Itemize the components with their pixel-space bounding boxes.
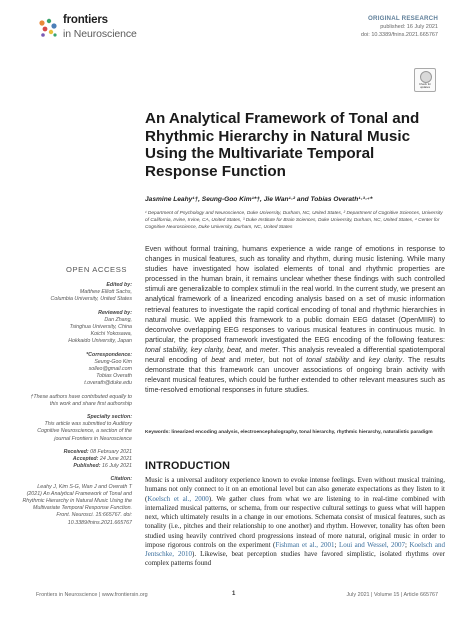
published-date: published: 16 July 2021 — [380, 24, 438, 30]
edited-by: Edited by: Matthew Elliott Sachs, Columbia University, United States — [50, 282, 132, 303]
introduction-body: Music is a universal auditory experience known to evoke intense feelings. Even without musical training, humans not only connect to it on an emotional level but can also generate expectations as they listen to it (Koelsch et al., 2000). We gather clues from what we are listening to in real-time combined with internalized musical patterns, or schema, from our respective cultural settings to guess what will happen next, which ultimately results in a change in our emotions. Schemata consist of musical features, such as tonality (i.e., pitches and their relationship to one another) and rhythm. However, tonality has often been studied using heavily contrived chord progressions instead of more natural, original music in order to impose rigorous controls on the experiment (Fishman et al., 2001; Loui and Wessel, 2007; Koelsch and Jentschke, 2010). Likewise, beat perception studies have favored simplistic, isolated rhythms over complex patterns found — [145, 476, 446, 568]
affiliations: ¹ Department of Psychology and Neuroscience, Duke University, Durham, NC, United States, ² Department of Cognitive Sciences, University of California, Irvine, Irvine, CA, United States, ³ Duke Institute for Brain Sciences, Duke University, Durham, NC, United States, ⁴ Center for Cognitive Neuroscience, Duke University, Durham, NC, United States — [145, 211, 443, 230]
keywords — [145, 429, 445, 436]
check-updates-label: Check for updates — [419, 82, 431, 89]
article-meta — [361, 15, 438, 39]
equal-contribution-note: †These authors have contributed equally to this work and share first authorship — [30, 393, 132, 407]
correspondence: *Correspondence: Seung-Goo Kim solleo@gmail.com Tobias Overath t.overath@duke.edu — [22, 352, 132, 388]
doi-link[interactable]: doi: 10.3389/fnins.2021.665767 — [360, 32, 438, 38]
citation-link[interactable]: Koelsch et al., 2000 — [147, 494, 209, 503]
check-for-updates-button[interactable] — [414, 68, 436, 92]
keywords-list: linearized encoding analysis, electroencephalography, tonal hierarchy, rhythmic hierarchy, naturalistic paradigm — [171, 430, 433, 435]
footer-volume: July 2021 | Volume 15 | Article 665767 — [346, 592, 438, 598]
citation-link[interactable]: Koelsch and Jentschke, 2010 — [145, 540, 446, 558]
footer-journal[interactable]: Frontiers in Neuroscience | www.frontiersin.org — [36, 592, 148, 598]
frontiers-logo-icon — [36, 16, 60, 40]
keywords-label: Keywords: — [145, 430, 171, 435]
abstract: Even without formal training, humans experience a wide range of emotions in response to changes in musical features, such as tonality and rhythm, during music listening. While many studies have investigated how isolated elements of tonal and rhythmic properties are processed in the human brain, it remains unclear whether these findings with such controlled stimuli are generalizable to complex stimuli in the real world. In the current study, we present an analytical framework of a linearized encoding analysis based on a set of music information retrieval features to investigate the rapid cortical encoding of tonal and rhythmic hierarchies in natural music. We applied this framework to a public domain EEG dataset (OpenMIIR) to deconvolve overlapping EEG responses to various musical features in continuous music. In particular, the proposed framework investigated the EEG encoding of the following features: tonal stability, key clarity, beat, and meter. This analysis revealed a differential spatiotemporal neural encoding of beat and meter, but not of tonal stability and key clarity. The results demonstrate that this framework can uncover associations of ongoing brain activity with relevant musical features, which could be further extended to other relevant measures such as time-resolved emotional responses in future studies. — [145, 245, 445, 395]
brand-journal: in Neuroscience — [63, 28, 137, 40]
article-sidebar — [22, 282, 132, 533]
reviewed-by: Reviewed by: Dan Zhang, Tsinghua University, China Koichi Yokosawa, Hokkaido University, Japan — [68, 309, 132, 345]
frontiers-logo[interactable] — [36, 14, 148, 48]
email-link[interactable]: t.overath@duke.edu — [84, 380, 132, 387]
citation: Citation: Leahy J, Kim S-G, Wan J and Overath T (2021) An Analytical Framework of Tonal and Rhythmic Hierarchy in Natural Music Using the Multivariate Temporal Response Function. Front. Neurosci. 15:665767. doi: 10.3389/fnins.2021.665767 — [22, 476, 132, 526]
brand-name: frontiers — [63, 14, 108, 26]
citation-link[interactable]: Loui and Wessel, 2007 — [338, 540, 406, 549]
article-type: ORIGINAL RESEARCH — [368, 15, 438, 22]
article-title: An Analytical Framework of Tonal and Rhythmic Hierarchy in Natural Music Using the Multivariate Temporal Response Function — [145, 110, 420, 180]
email-link[interactable]: solleo@gmail.com — [88, 366, 132, 373]
open-access-label: OPEN ACCESS — [66, 265, 128, 274]
citation-link[interactable]: Fishman et al., 2001 — [275, 540, 335, 549]
article-dates: Received: 08 February 2021 Accepted: 24 June 2021 Published: 16 July 2021 — [63, 448, 132, 470]
page-number: 1 — [232, 591, 236, 597]
section-heading-introduction: INTRODUCTION — [145, 460, 231, 472]
specialty-section: Specialty section: This article was submitted to Auditory Cognitive Neuroscience, a section of the journal Frontiers in Neuroscience — [37, 414, 132, 442]
author-list: Jasmine Leahy¹†, Seung-Goo Kim¹*†, Jie Wan¹·² and Tobias Overath¹·³·⁴* — [145, 196, 373, 203]
